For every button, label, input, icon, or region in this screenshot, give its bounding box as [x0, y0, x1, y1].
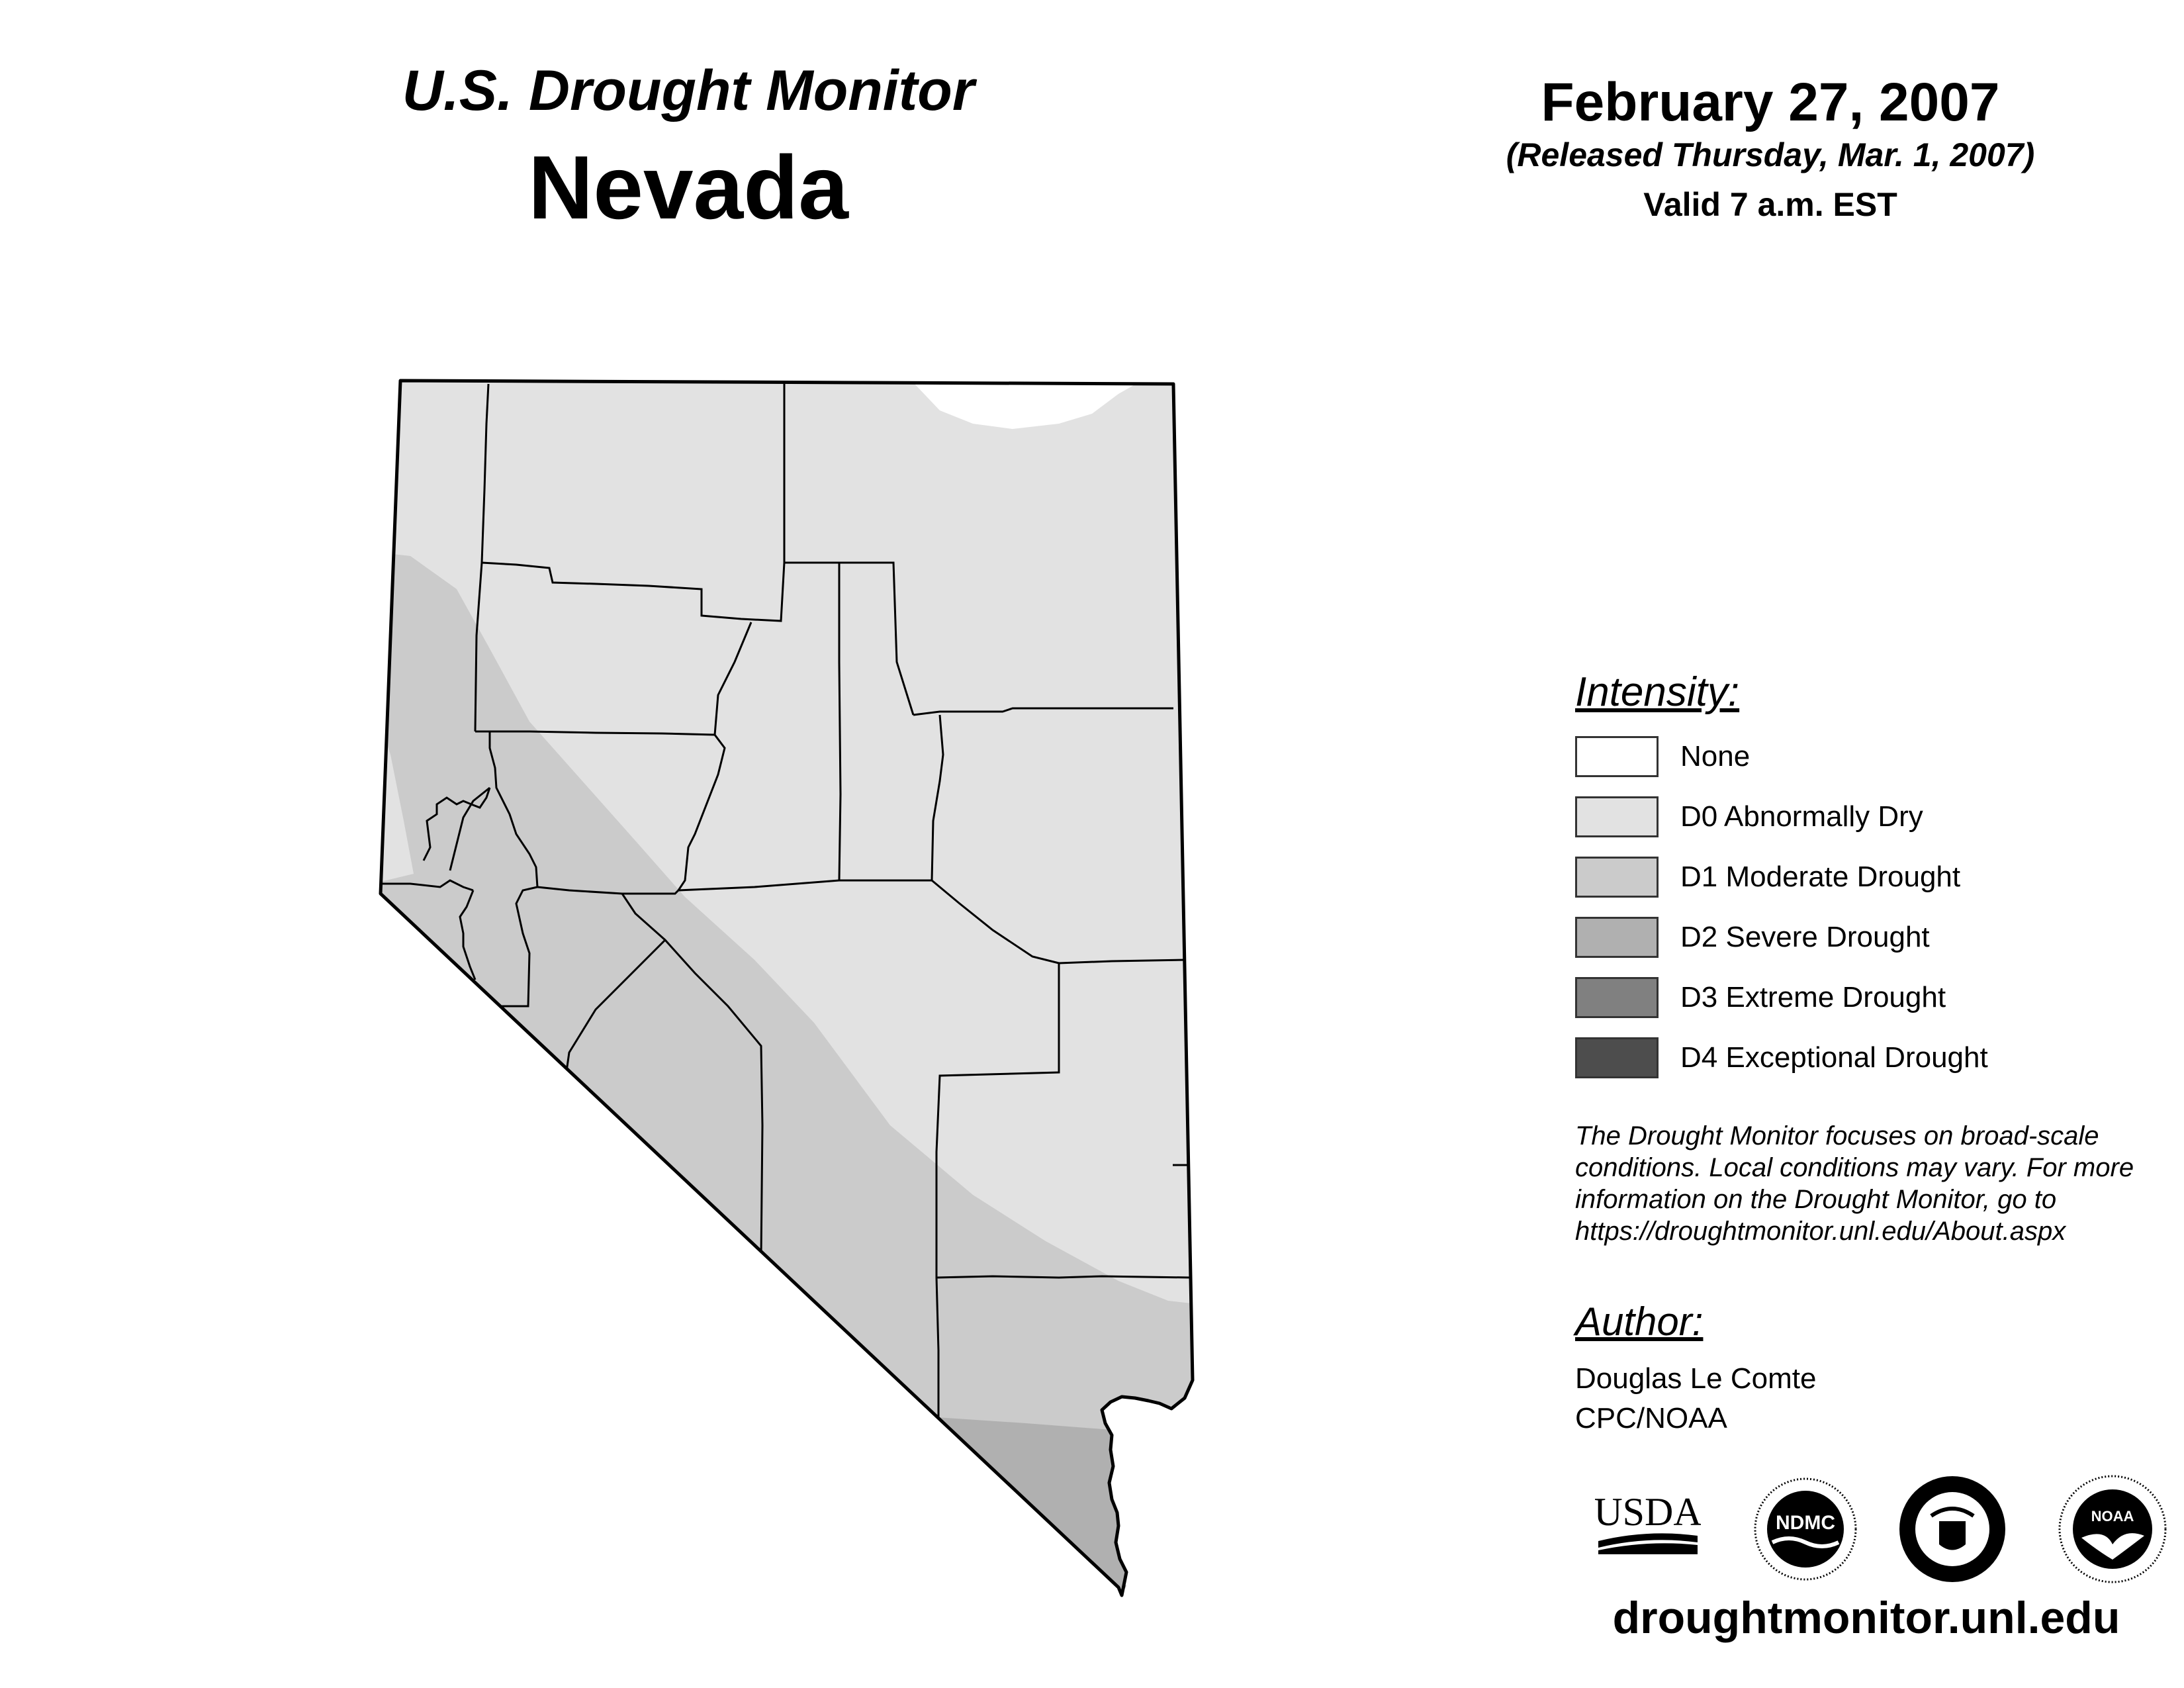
state-title: Nevada [528, 137, 848, 238]
county-line [936, 1276, 1191, 1278]
legend-label: D0 Abnormally Dry [1680, 800, 1923, 833]
release-date: (Released Thursday, Mar. 1, 2007) [1506, 136, 2035, 173]
legend-swatch [1575, 917, 1659, 958]
commerce-seal-icon [1898, 1475, 2007, 1583]
author-heading: Author: [1575, 1299, 1704, 1344]
usda-logo-text: USDA [1595, 1490, 1701, 1534]
legend-swatch [1575, 977, 1659, 1018]
disclaimer-note: The Drought Monitor focuses on broad-scale conditions. Local conditions may vary. For more information on the Drought Monitor, go to https://droughtmonitor.unl.edu/About.aspx [1575, 1121, 2134, 1246]
usda-logo-icon [1595, 1488, 1701, 1564]
legend-label: D3 Extreme Drought [1680, 981, 1946, 1013]
monitor-title: U.S. Drought Monitor [402, 59, 975, 122]
noaa-logo-icon [2058, 1475, 2167, 1583]
legend-label: None [1680, 740, 1751, 773]
legend-item-d0 [1575, 795, 1923, 839]
author-name: Douglas Le Comte [1575, 1362, 1817, 1395]
legend-swatch [1575, 1037, 1659, 1078]
legend-item-d2 [1575, 915, 1930, 959]
valid-time: Valid 7 a.m. EST [1643, 186, 1897, 223]
website-link[interactable]: droughtmonitor.unl.edu [1612, 1593, 2120, 1643]
legend-label: D1 Moderate Drought [1680, 861, 1961, 893]
map-date: February 27, 2007 [1541, 72, 2000, 132]
noaa-logo-text: NOAA [2091, 1508, 2134, 1524]
legend-item-d3 [1575, 976, 1946, 1019]
legend-swatch [1575, 857, 1659, 898]
legend-item-none [1575, 735, 1750, 778]
ndmc-logo-icon [1752, 1476, 1858, 1582]
legend-item-d4 [1575, 1036, 1988, 1080]
legend-swatch [1575, 796, 1659, 837]
legend-swatch [1575, 736, 1659, 777]
legend-item-d1 [1575, 855, 1960, 899]
legend-label: D4 Exceptional Drought [1680, 1041, 1988, 1074]
legend-label: D2 Severe Drought [1680, 921, 1930, 953]
d2-severe-drought-area [927, 1417, 1138, 1622]
author-org: CPC/NOAA [1575, 1402, 1727, 1434]
ndmc-logo-text: NDMC [1776, 1512, 1835, 1534]
legend-heading: Intensity: [1575, 669, 1740, 715]
